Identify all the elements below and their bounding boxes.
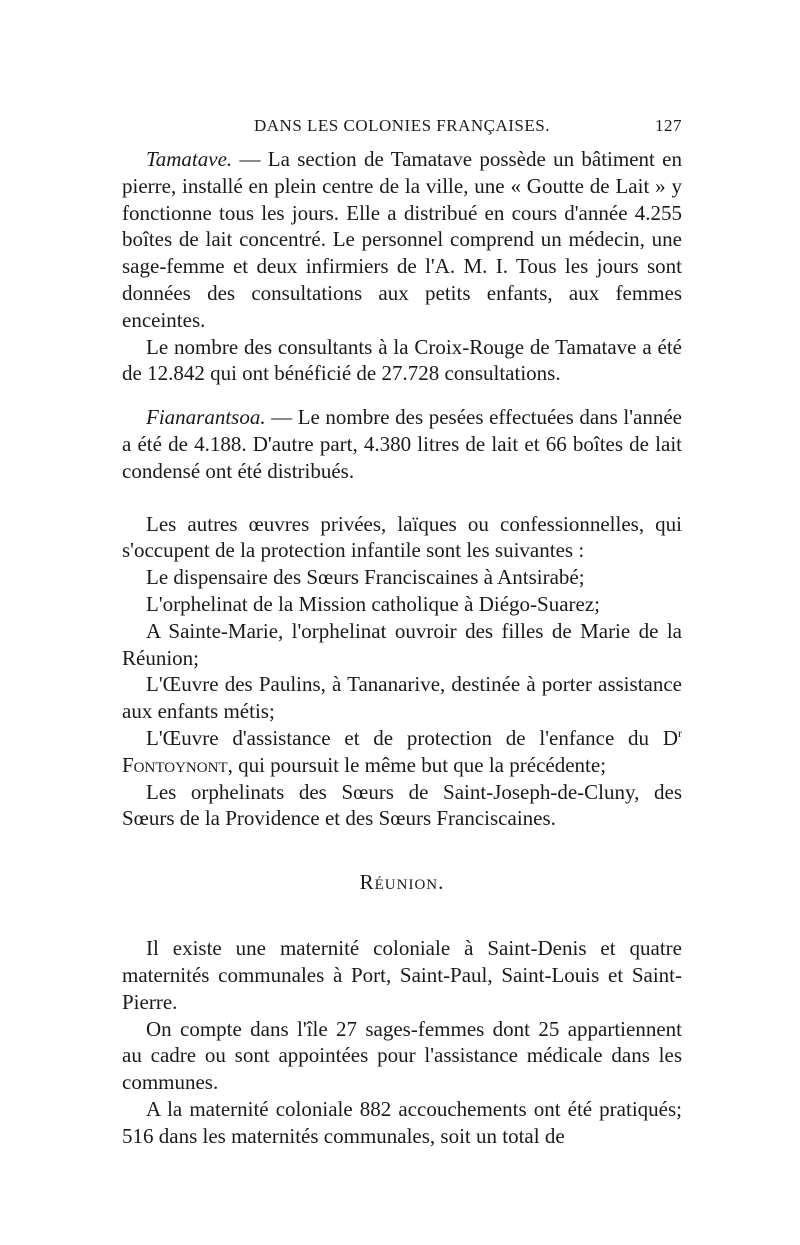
list-item-oeuvre: Le dispensaire des Sœurs Franciscaines à Antsirabé; <box>146 565 585 590</box>
paragraph-reunion: On compte dans l'île 27 sages-femmes dont 25 appartiennent au cadre ou sont appointées pour l'assistance médicale dans les communes. <box>122 1016 682 1095</box>
fianarantsoa-text: — Le nombre des pesées effectuées dans l'année a été de 4.188. D'autre part, 4.380 litres de lait et 66 boîtes de lait condensé ont été distribués. <box>122 405 682 483</box>
document-page <box>122 116 682 1150</box>
person-name: Fontoynont <box>122 752 228 777</box>
paragraph-reunion: A la maternité coloniale 882 accouchements ont été pratiqués; 516 dans les maternités communales, soit un total de <box>122 1096 682 1148</box>
oeuvre-fontoynont-rest: , qui poursuit le même but que la précédente; <box>227 752 607 777</box>
section-heading-reunion: Réunion. <box>359 870 445 895</box>
page-number: 127 <box>655 116 682 135</box>
paragraph-fianarantsoa <box>122 404 682 484</box>
tamatave-text: — La section de Tamatave possède un bâtiment en pierre, installé en plein centre de la ville, une « Goutte de Lait » y fonctionne tous les jours. Elle a distribué en cours d'année 4.255 boîtes de lait concentré. Le personnel comprend un médecin, une sage-femme et deux infirmiers de l'A. M. I. Tous les jours sont données des consultations aux petits enfants, aux femmes enceintes. <box>122 147 682 332</box>
list-item-oeuvre: A Sainte-Marie, l'orphelinat ouvroir des filles de Marie de la Réunion; <box>122 618 682 670</box>
running-title: DANS LES COLONIES FRANÇAISES. <box>254 116 550 135</box>
section-lead-fianarantsoa: Fianarantsoa. <box>146 405 266 430</box>
paragraph-tamatave-consultations: Le nombre des consultants à la Croix-Rouge de Tamatave a été de 12.842 qui ont bénéficié de 27.728 consultations. <box>122 334 682 386</box>
list-item-oeuvre: L'orphelinat de la Mission catholique à Diégo-Suarez; <box>146 591 600 616</box>
section-lead-tamatave: Tamatave. <box>146 147 233 171</box>
list-item-oeuvre: Les orphelinats des Sœurs de Saint-Joseph-de-Cluny, des Sœurs de la Providence et des Sœurs Franciscaines. <box>122 779 682 831</box>
list-item-oeuvre <box>122 725 682 779</box>
oeuvre-fontoynont-text: L'Œuvre d'assistance et de protection de l'enfance du D <box>146 725 678 750</box>
doctor-abbrev-sup: r <box>678 725 682 740</box>
paragraph-oeuvres-intro: Les autres œuvres privées, laïques ou confessionnelles, qui s'occupent de la protection infantile sont les suivantes : <box>122 511 682 563</box>
paragraph-reunion: Il existe une maternité coloniale à Saint-Denis et quatre maternités communales à Port, Saint-Paul, Saint-Louis et Saint-Pierre. <box>122 936 682 1014</box>
paragraph-tamatave <box>122 146 682 334</box>
running-header <box>122 116 682 146</box>
list-item-oeuvre: L'Œuvre des Paulins, à Tananarive, destinée à porter assistance aux enfants métis; <box>122 672 682 724</box>
